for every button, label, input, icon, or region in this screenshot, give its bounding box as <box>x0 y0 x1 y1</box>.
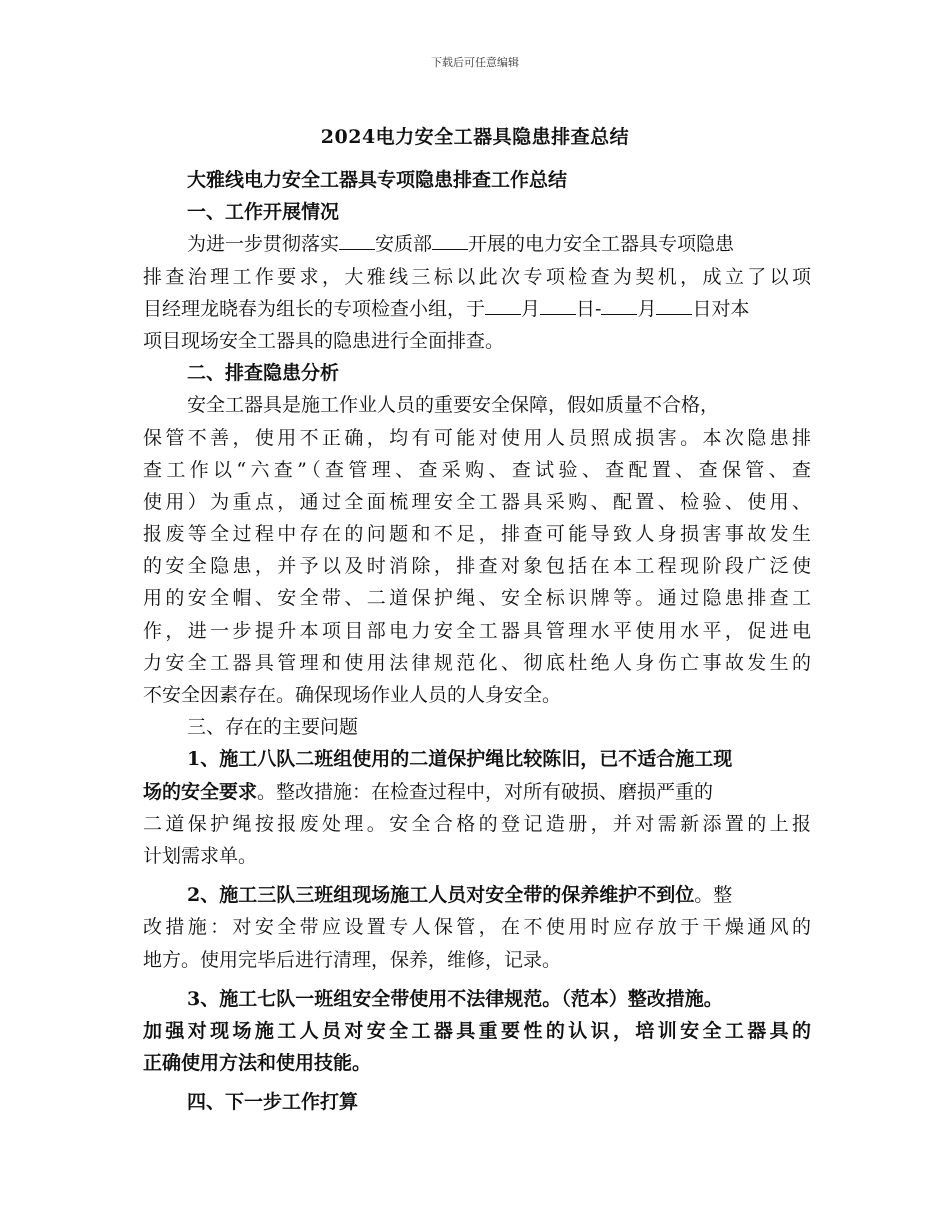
section2-paragraph-line: 查工作以“六查”（查管理、查采购、查试验、查配置、查保管、查 <box>143 458 811 481</box>
issue-3-line: 正确使用方法和使用技能。 <box>143 1052 372 1075</box>
issue-3-line: 加强对现场施工人员对安全工器具重要性的认识，培训安全工器具的 <box>143 1019 811 1042</box>
issue-1-line: 二道保护绳按报废处理。安全合格的登记造册，并对需新添置的上报 <box>143 812 811 835</box>
blank-line <box>432 233 468 250</box>
section2-paragraph-line: 报废等全过程中存在的问题和不足，排查可能导致人身损害事故发生 <box>143 523 811 546</box>
issue-3-line: 3、施工七队一班组安全带使用不法律规范。（范本）整改措施。 <box>187 987 723 1010</box>
subtitle: 大雅线电力安全工器具专项隐患排查工作总结 <box>187 169 568 191</box>
blank-line <box>339 233 375 250</box>
document-title: 2024电力安全工器具隐患排查总结 <box>320 126 630 148</box>
section2-paragraph-line: 力安全工器具管理和使用法律规范化、彻底杜绝人身伤亡事故发生的 <box>143 651 811 674</box>
section2-paragraph-line: 使用）为重点，通过全面梳理安全工器具采购、配置、检验、使用、 <box>143 490 811 513</box>
section2-heading: 二、排查隐患分析 <box>187 362 340 385</box>
blank-line <box>601 298 637 315</box>
issue-1-line: 计划需求单。 <box>143 844 258 867</box>
section2-paragraph-line: 安全工器具是施工作业人员的重要安全保障，假如质量不合格， <box>187 394 720 417</box>
issue-2-line: 地方。使用完毕后进行清理，保养，维修，记录。 <box>143 948 562 971</box>
section4-heading: 四、下一步工作打算 <box>187 1091 359 1114</box>
issue-1-line: 1、施工八队二班组使用的二道保护绳比较陈旧，已不适合施工现 <box>187 748 733 771</box>
section2-paragraph-line: 用的安全帽、安全带、二道保护绳、安全标识牌等。通过隐患排查工 <box>143 587 811 610</box>
blank-line <box>656 298 692 315</box>
section3-heading: 三、存在的主要问题 <box>187 716 359 739</box>
header-note: 下载后可任意编辑 <box>431 56 519 69</box>
document-body <box>143 164 811 1118</box>
issue-2-line: 2、施工三队三班组现场施工人员对安全带的保养维护不到位。整 <box>187 884 733 907</box>
blank-line <box>540 298 576 315</box>
section1-paragraph-line: 项目现场安全工器具的隐患进行全面排查。 <box>143 329 505 352</box>
section1-paragraph-line: 目经理龙晓春为组长的专项检查小组，于 月 日- 月 日对本 <box>143 297 750 320</box>
blank-line <box>485 298 521 315</box>
section2-paragraph-line: 不安全因素存在。确保现场作业人员的人身安全。 <box>143 684 562 706</box>
section1-heading: 一、工作开展情况 <box>187 201 340 224</box>
section2-paragraph-line: 作，进一步提升本项目部电力安全工器具管理水平使用水平，促进电 <box>143 619 811 642</box>
section2-paragraph-line: 的安全隐患，并予以及时消除，排查对象包括在本工程现阶段广泛使 <box>143 555 811 578</box>
issue-1-line: 场的安全要求。整改措施：在检查过程中，对所有破损、磨损严重的 <box>143 780 714 803</box>
section2-paragraph-line: 保管不善，使用不正确，均有可能对使用人员照成损害。本次隐患排 <box>143 426 811 449</box>
issue-2-line: 改措施：对安全带应设置专人保管，在不使用时应存放于干燥通风的 <box>143 916 811 939</box>
section1-paragraph-line: 为进一步贯彻落实 安质部 开展的电力安全工器具专项隐患 <box>187 233 735 256</box>
section1-paragraph-line: 排查治理工作要求，大雅线三标以此次专项检查为契机，成立了以项 <box>143 265 811 288</box>
